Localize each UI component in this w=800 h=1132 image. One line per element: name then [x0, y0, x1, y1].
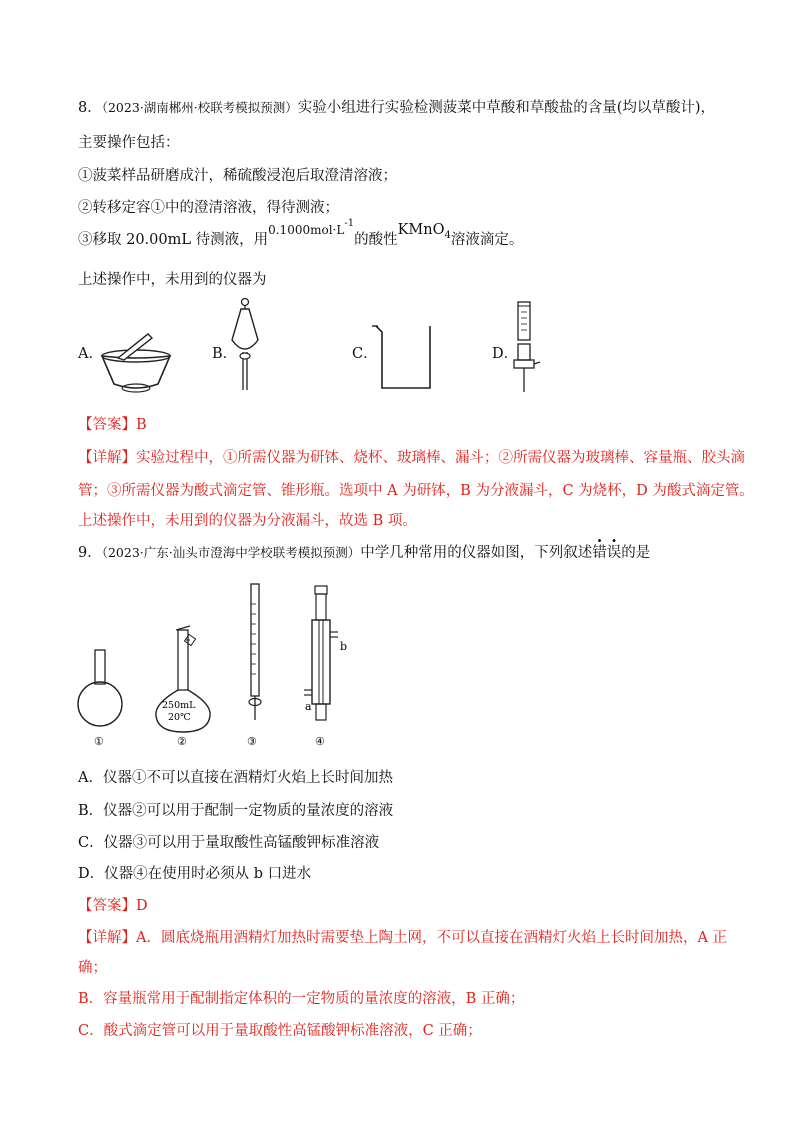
- port-b-label: b: [340, 640, 348, 653]
- q8-detail-3: 上述操作中，未用到的仪器为分液漏斗，故选 B 项。: [78, 513, 417, 529]
- round-bottom-flask: [78, 650, 122, 748]
- flask-temp-text: 20℃: [168, 712, 191, 723]
- q9-detail-3: B．容量瓶常用于配制指定体积的一定物质的量浓度的溶液，B 正确；: [78, 991, 525, 1007]
- q8-option-c-label[interactable]: C．: [352, 346, 378, 362]
- q8-step3-c: 溶液滴定。: [450, 232, 524, 248]
- q9-option-d[interactable]: D．仪器④在使用时必须从 b 口进水: [78, 866, 312, 882]
- q8-step3: [78, 218, 524, 252]
- q9-option-a[interactable]: A．仪器①不可以直接在酒精灯火焰上长时间加热: [78, 770, 393, 786]
- q9-instruments-figure: [70, 580, 370, 752]
- condenser: [304, 586, 347, 748]
- q8-kmno4-sub: 4: [444, 230, 451, 241]
- q8-step3-a: ③移取 20.00mL 待测液，用: [78, 232, 269, 248]
- flask-volume-text: 250mL: [162, 700, 196, 711]
- acid-burette-figure: [508, 298, 544, 396]
- q8-question: 上述操作中，未用到的仪器为: [78, 272, 267, 288]
- q8-option-a-label[interactable]: A．: [78, 346, 103, 362]
- q9-stem: [78, 543, 650, 563]
- q9-stem-a: 中学几种常用的仪器如图，下列叙述: [360, 545, 593, 561]
- volumetric-flask: [156, 626, 210, 748]
- fig-label-3: ③: [247, 735, 257, 748]
- q9-stem-b: 的是: [621, 545, 651, 561]
- burette: [247, 584, 261, 748]
- q8-number: 8．: [78, 100, 102, 116]
- q9-detail-2: 确；: [78, 960, 107, 976]
- q8-kmno4: [397, 222, 451, 241]
- q9-detail-4: C．酸式滴定管可以用于量取酸性高锰酸钾标准溶液，C 正确；: [78, 1023, 482, 1039]
- q8-conc: [268, 218, 355, 237]
- q8-answer: 【答案】B: [78, 417, 147, 433]
- beaker-figure: [368, 322, 438, 392]
- q9-answer: 【答案】D: [78, 898, 148, 914]
- mortar-pestle-figure: [96, 326, 176, 398]
- fig-label-2: ②: [177, 735, 187, 748]
- q8-stem-line1: [78, 98, 715, 118]
- q9-emphasis-1: 错: [592, 545, 607, 561]
- fig-label-4: ④: [315, 735, 325, 748]
- q8-conc-value: 0.1000mol·L: [268, 223, 345, 237]
- q9-option-c[interactable]: C．仪器③可以用于量取酸性高锰酸钾标准溶液: [78, 835, 380, 851]
- q8-detail-2: 管；③所需仪器为酸式滴定管、锥形瓶。选项中 A 为研钵，B 为分液漏斗，C 为烧杯，D 为酸式滴定管。: [78, 483, 754, 499]
- q8-option-d-label[interactable]: D．: [492, 346, 519, 362]
- q9-emphasis-2: 误: [606, 545, 622, 561]
- q9-number: 9．: [78, 545, 102, 561]
- q8-stem1: 实验小组进行实验检测菠菜中草酸和草酸盐的含量(均以草酸计)，: [297, 100, 716, 116]
- q8-step1: ①菠菜样品研磨成汁，稀硫酸浸泡后取澄清溶液；: [78, 168, 397, 184]
- fig-label-1: ①: [94, 735, 104, 748]
- q8-source: （2023·湖南郴州·校联考模拟预测）: [101, 100, 298, 115]
- q9-option-b[interactable]: B．仪器②可以用于配制一定物质的量浓度的溶液: [78, 803, 394, 819]
- q8-option-b-label[interactable]: B．: [212, 346, 238, 362]
- q8-step2: ②转移定容①中的澄清溶液，得待测液；: [78, 200, 339, 216]
- q9-detail-1: 【详解】A．圆底烧瓶用酒精灯加热时需要垫上陶土网，不可以直接在酒精灯火焰上长时间加热，A 正: [78, 930, 728, 946]
- port-a-label: a: [305, 700, 312, 713]
- q8-kmno4-text: KMnO: [397, 222, 445, 238]
- q8-step3-b: 的酸性: [354, 232, 398, 248]
- q9-source: （2023·广东·汕头市澄海中学校联考模拟预测）: [101, 545, 361, 560]
- q8-conc-exp: -1: [344, 218, 355, 229]
- q8-detail-1: 【详解】实验过程中，①所需仪器为研钵、烧杯、玻璃棒、漏斗；②所需仪器为玻璃棒、容量瓶、胶头滴: [78, 450, 745, 466]
- separatory-funnel-figure: [228, 296, 264, 396]
- q8-stem-line2: 主要操作包括：: [78, 135, 180, 151]
